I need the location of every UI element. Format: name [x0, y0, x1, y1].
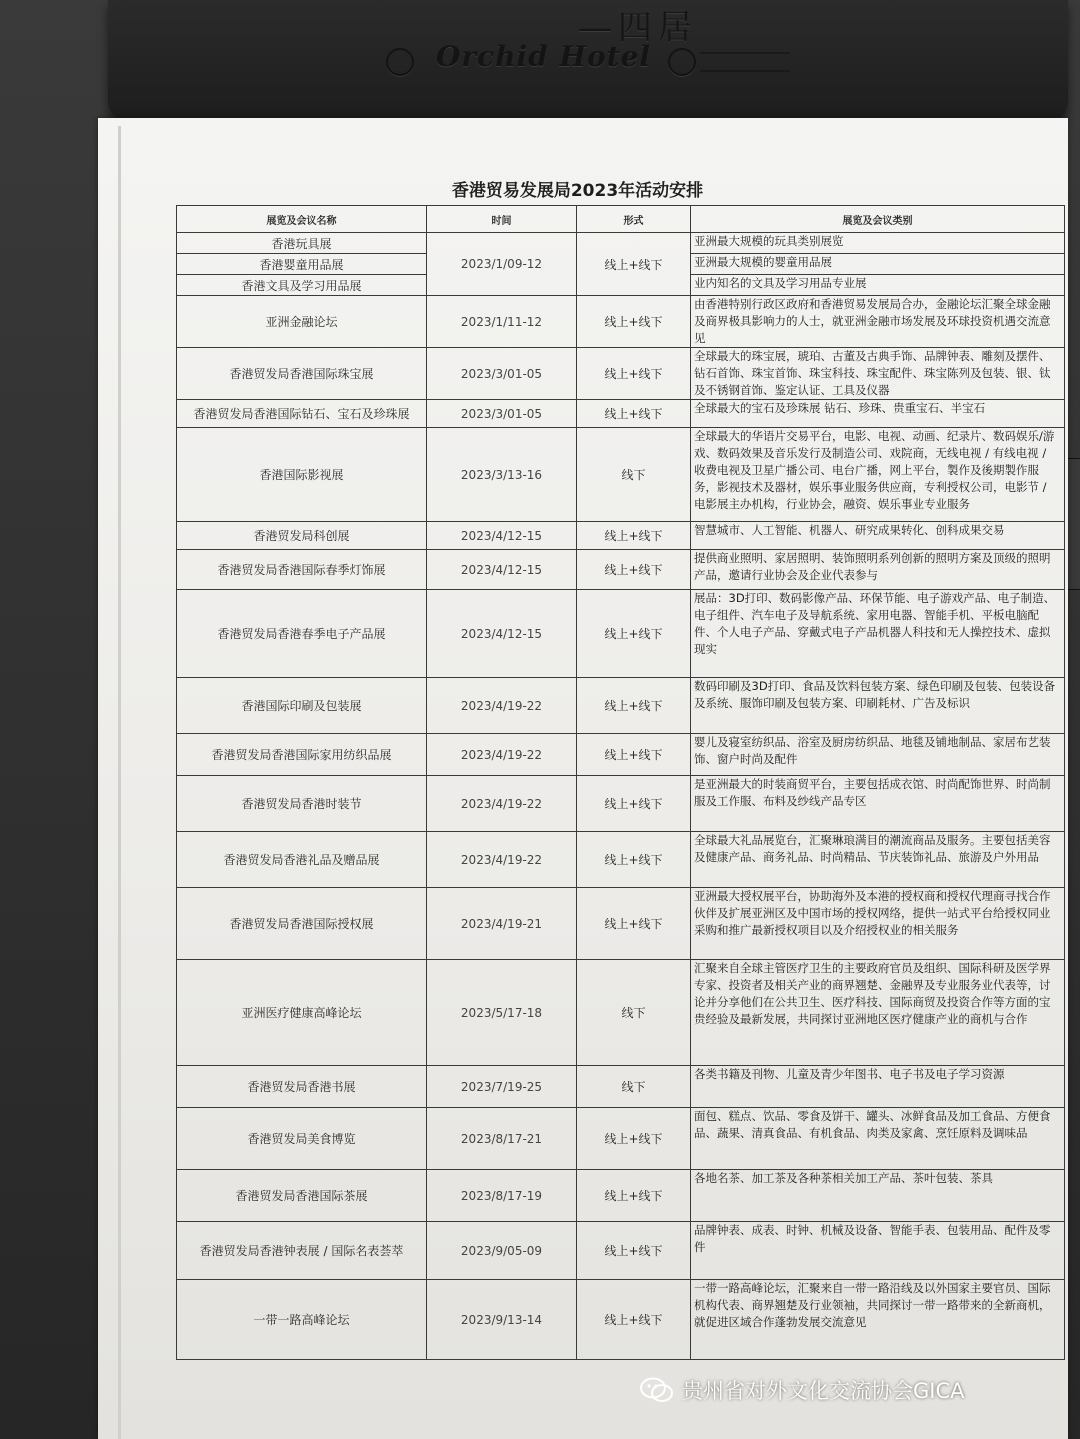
event-time: 2023/4/12-15	[427, 522, 577, 550]
event-form: 线下	[577, 428, 691, 522]
watermark-text: 贵州省对外文化交流协会GICA	[682, 1379, 965, 1403]
event-category: 展品：3D打印、数码影像产品、环保节能、电子游戏产品、电子制造、电子组件、汽车电子及导航系统、家用电器、智能手机、平板电脑配件、个人电子产品、穿戴式电子产品机器人科技和无人操控技术、虚拟现实	[691, 590, 1065, 678]
event-time: 2023/3/01-05	[427, 348, 577, 400]
table-row	[177, 1170, 1065, 1222]
event-form: 线上+线下	[577, 734, 691, 776]
event-time: 2023/4/19-22	[427, 734, 577, 776]
table-row	[177, 678, 1065, 734]
event-form: 线上+线下	[577, 1222, 691, 1280]
event-time: 2023/3/13-16	[427, 428, 577, 522]
hotel-brand-chinese: —四居	[578, 8, 698, 48]
event-name: 香港贸发局科创展	[177, 522, 427, 550]
event-form: 线上+线下	[577, 1108, 691, 1170]
event-form: 线上+线下	[577, 233, 691, 296]
event-name: 香港玩具展	[177, 233, 427, 254]
event-category: 汇聚来自全球主管医疗卫生的主要政府官员及组织、国际科研及医学界专家、投资者及相关产业的商界翘楚、金融界及专业服务业代表等，讨论并分享他们在公共卫生、医疗科技、国际商贸及投资合作等方面的宝贵经验及最新发展，共同探讨亚洲地区医疗健康产业的商机与合作	[691, 960, 1065, 1066]
event-name: 香港贸发局香港国际珠宝展	[177, 348, 427, 400]
event-name: 香港国际印刷及包装展	[177, 678, 427, 734]
event-form: 线下	[577, 1066, 691, 1108]
wechat-icon	[640, 1377, 674, 1403]
event-time: 2023/8/17-19	[427, 1170, 577, 1222]
event-category: 数码印刷及3D打印、食品及饮料包装方案、绿色印刷及包装、包装设备及系统、服饰印刷及包装方案、印刷耗材、广告及标识	[691, 678, 1065, 734]
table-row	[177, 960, 1065, 1066]
table-row	[177, 1108, 1065, 1170]
event-time: 2023/4/19-22	[427, 776, 577, 832]
event-category: 面包、糕点、饮品、零食及饼干、罐头、冰鲜食品及加工食品、方便食品、蔬果、清真食品、有机食品、肉类及家禽、烹饪原料及调味品	[691, 1108, 1065, 1170]
event-name: 香港国际影视展	[177, 428, 427, 522]
event-time: 2023/7/19-25	[427, 1066, 577, 1108]
event-category: 亚洲最大规模的玩具类别展览	[691, 233, 1065, 254]
event-name: 香港贸发局香港国际授权展	[177, 888, 427, 960]
hotel-brand-name: Orchid Hotel	[436, 40, 652, 73]
table-row	[177, 348, 1065, 400]
event-name: 香港贸发局美食博览	[177, 1108, 427, 1170]
event-form: 线上+线下	[577, 776, 691, 832]
event-name: 香港贸发局香港礼品及赠品展	[177, 832, 427, 888]
event-category: 各地名茶、加工茶及各种茶相关加工产品、茶叶包装、茶具	[691, 1170, 1065, 1222]
table-row	[177, 1280, 1065, 1360]
table-row	[177, 522, 1065, 550]
event-category: 亚洲最大规模的婴童用品展	[691, 254, 1065, 275]
header-category: 展览及会议类别	[691, 206, 1065, 233]
event-form: 线上+线下	[577, 550, 691, 590]
event-category: 业内知名的文具及学习用品专业展	[691, 275, 1065, 296]
seal-caption-mark	[700, 52, 790, 72]
certification-seal-icon	[668, 48, 696, 76]
event-category: 一带一路高峰论坛，汇聚来自一带一路沿线及以外国家主要官员、国际机构代表、商界翘楚及行业领袖，共同探讨一带一路带来的全新商机，就促进区域合作蓬勃发展交流意见	[691, 1280, 1065, 1360]
header-form: 形式	[577, 206, 691, 233]
event-name: 香港贸发局香港时装节	[177, 776, 427, 832]
event-form: 线上+线下	[577, 832, 691, 888]
account-watermark	[640, 1372, 965, 1408]
event-time: 2023/8/17-21	[427, 1108, 577, 1170]
event-name: 香港贸发局香港春季电子产品展	[177, 590, 427, 678]
event-time: 2023/4/19-22	[427, 678, 577, 734]
table-row	[177, 428, 1065, 522]
event-form: 线上+线下	[577, 1170, 691, 1222]
event-category: 由香港特别行政区政府和香港贸易发展局合办，金融论坛汇聚全球金融及商界极具影响力的人士，就亚洲金融市场发展及环球投资机遇交流意见	[691, 296, 1065, 348]
event-form: 线上+线下	[577, 1280, 691, 1360]
event-category: 全球最大的宝石及珍珠展 钻石、珍珠、贵重宝石、半宝石	[691, 400, 1065, 428]
event-name: 一带一路高峰论坛	[177, 1280, 427, 1360]
event-form: 线上+线下	[577, 678, 691, 734]
event-name: 香港贸发局香港国际钻石、宝石及珍珠展	[177, 400, 427, 428]
event-form: 线上+线下	[577, 522, 691, 550]
event-time: 2023/1/11-12	[427, 296, 577, 348]
hotel-logo-icon	[386, 48, 414, 76]
event-category: 亚洲最大授权展平台，协助海外及本港的授权商和授权代理商寻找合作伙伴及扩展亚洲区及中国市场的授权网络，提供一站式平台给授权同业采购和推广最新授权项目以及介绍授权业的相关服务	[691, 888, 1065, 960]
event-form: 线上+线下	[577, 400, 691, 428]
event-time: 2023/4/12-15	[427, 590, 577, 678]
table-row	[177, 400, 1065, 428]
event-time: 2023/1/09-12	[427, 233, 577, 296]
event-category: 是亚洲最大的时装商贸平台，主要包括成衣馆、时尚配饰世界、时尚制服及工作服、布料及纱线产品专区	[691, 776, 1065, 832]
event-name: 香港文具及学习用品展	[177, 275, 427, 296]
event-name: 亚洲医疗健康高峰论坛	[177, 960, 427, 1066]
event-category: 全球最大的珠宝展，琥珀、古董及古典手饰、品牌钟表、雕刻及摆件、钻石首饰、珠宝首饰、珠宝科技、珠宝配件、珠宝陈列及包装、银、钛及不锈钢首饰、鉴定认证、工具及仪器	[691, 348, 1065, 400]
event-form: 线上+线下	[577, 348, 691, 400]
paper-stack-edge	[118, 126, 121, 1439]
event-category: 全球最大礼品展览台，汇聚琳琅满目的潮流商品及服务。主要包括美容及健康产品、商务礼品、时尚精品、节庆装饰礼品、旅游及户外用品	[691, 832, 1065, 888]
event-form: 线上+线下	[577, 590, 691, 678]
event-name: 香港贸发局香港书展	[177, 1066, 427, 1108]
event-form: 线上+线下	[577, 888, 691, 960]
event-time: 2023/5/17-18	[427, 960, 577, 1066]
header-name: 展览及会议名称	[177, 206, 427, 233]
event-time: 2023/9/05-09	[427, 1222, 577, 1280]
document-title: 香港贸易发展局2023年活动安排	[451, 181, 704, 201]
event-time: 2023/9/13-14	[427, 1280, 577, 1360]
event-time: 2023/3/01-05	[427, 400, 577, 428]
event-name: 香港贸发局香港国际春季灯饰展	[177, 550, 427, 590]
event-form: 线上+线下	[577, 296, 691, 348]
table-row	[177, 550, 1065, 590]
table-row	[177, 1222, 1065, 1280]
table-row	[177, 296, 1065, 348]
event-name: 香港婴童用品展	[177, 254, 427, 275]
table-header-row	[177, 206, 1065, 233]
event-category: 智慧城市、人工智能、机器人、研究成果转化、创科成果交易	[691, 522, 1065, 550]
event-name: 香港贸发局香港国际茶展	[177, 1170, 427, 1222]
event-time: 2023/4/19-22	[427, 832, 577, 888]
table-row	[177, 233, 1065, 254]
table-row	[177, 832, 1065, 888]
event-form: 线下	[577, 960, 691, 1066]
table-row	[177, 734, 1065, 776]
table-row	[177, 888, 1065, 960]
event-category: 全球最大的华语片交易平台，电影、电视、动画、纪录片、数码娱乐/游戏、数码效果及音乐发行及制造公司、戏院商，无线电视 / 有线电视 / 收费电视及卫星广播公司、电台广播，网上平台，製作及後期製作服务，影视技术及器材，娱乐事业服务供应商，专利授权公司，电影节 / 电影展主办机构，行业协会，融资、娱乐事业专业服务	[691, 428, 1065, 522]
event-category: 婴儿及寝室纺织品、浴室及厨房纺织品、地毯及铺地制品、家居布艺装饰、窗户时尚及配件	[691, 734, 1065, 776]
event-name: 香港贸发局香港国际家用纺织品展	[177, 734, 427, 776]
event-schedule-table	[176, 205, 1065, 1360]
table-row	[177, 590, 1065, 678]
event-time: 2023/4/12-15	[427, 550, 577, 590]
event-time: 2023/4/19-21	[427, 888, 577, 960]
event-category: 提供商业照明、家居照明、装饰照明系列创新的照明方案及顶级的照明产品，邀请行业协会及企业代表参与	[691, 550, 1065, 590]
event-name: 香港贸发局香港钟表展 / 国际名表荟萃	[177, 1222, 427, 1280]
event-category: 品牌钟表、成表、时钟、机械及设备、智能手表、包装用品、配件及零件	[691, 1222, 1065, 1280]
table-row	[177, 1066, 1065, 1108]
event-category: 各类书籍及刊物、儿童及青少年图书、电子书及电子学习资源	[691, 1066, 1065, 1108]
header-time: 时间	[427, 206, 577, 233]
table-row	[177, 776, 1065, 832]
event-name: 亚洲金融论坛	[177, 296, 427, 348]
